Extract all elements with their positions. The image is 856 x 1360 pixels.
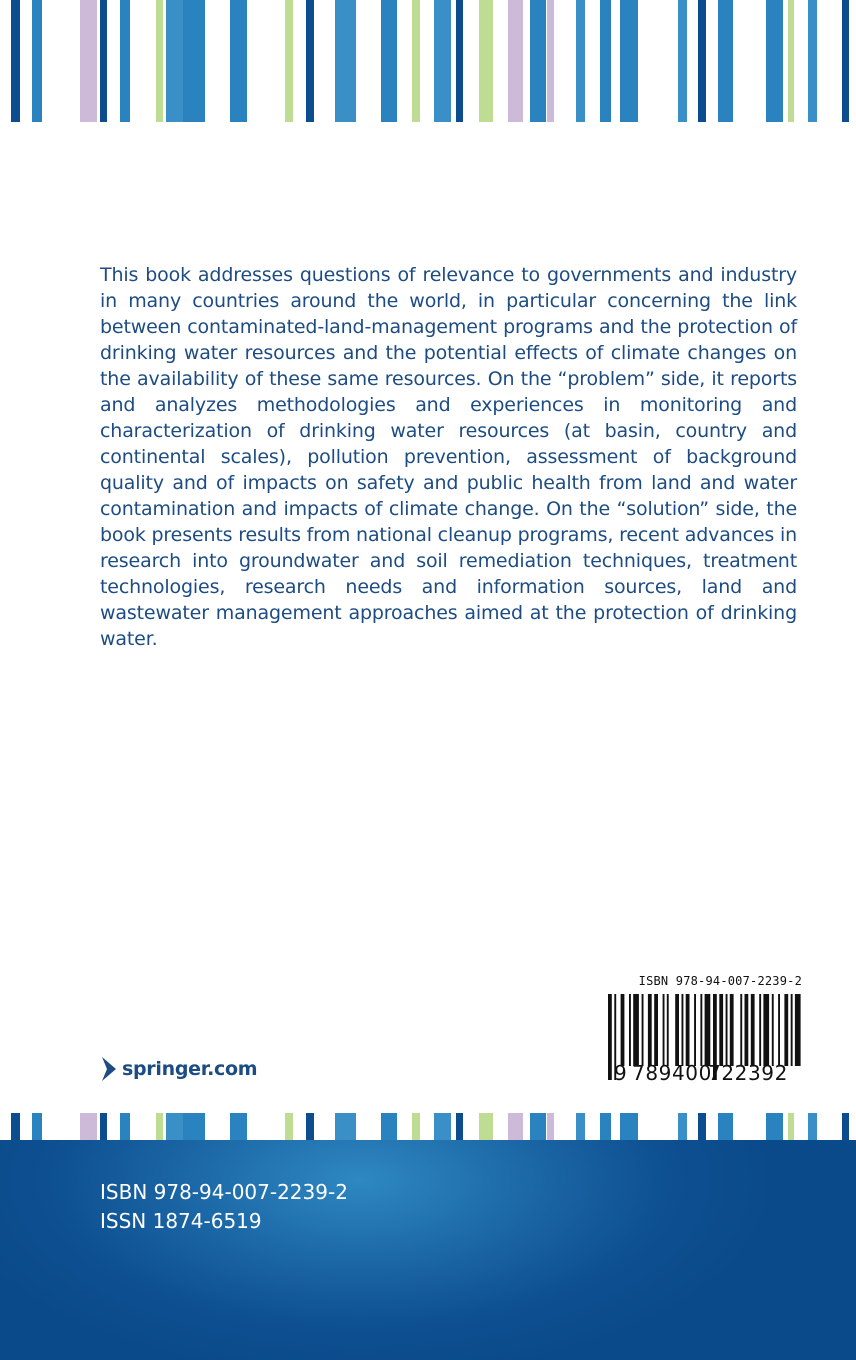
stripe xyxy=(32,0,42,122)
stripe xyxy=(718,0,733,122)
top-stripe-band xyxy=(0,0,856,122)
stripe xyxy=(600,0,611,122)
stripe xyxy=(412,1113,420,1140)
stripe xyxy=(166,1113,183,1140)
stripe xyxy=(530,1113,546,1140)
barcode-digit-first: 9 xyxy=(614,1061,627,1085)
stripe xyxy=(620,1113,638,1140)
barcode-bar xyxy=(791,994,793,1066)
chevron-right-icon xyxy=(100,1056,118,1082)
stripe xyxy=(230,1113,247,1140)
stripe xyxy=(166,0,183,122)
stripe xyxy=(479,1113,493,1140)
barcode-bar xyxy=(759,994,761,1066)
stripe xyxy=(456,1113,463,1140)
stripe xyxy=(698,1113,706,1140)
stripe xyxy=(788,0,794,122)
stripe xyxy=(718,1113,733,1140)
stripe xyxy=(788,1113,794,1140)
publisher-website[interactable]: springer.com xyxy=(122,1058,258,1080)
stripe xyxy=(678,1113,687,1140)
stripe xyxy=(11,1113,20,1140)
stripe xyxy=(120,0,130,122)
stripe xyxy=(156,1113,163,1140)
stripe xyxy=(620,0,638,122)
stripe xyxy=(306,1113,314,1140)
barcode-bar xyxy=(648,994,652,1066)
barcode-digits-left: 789400 xyxy=(632,1061,712,1085)
barcode-bar xyxy=(608,994,612,1080)
stripe xyxy=(381,0,397,122)
barcode-bar xyxy=(621,994,625,1066)
stripe xyxy=(80,1113,97,1140)
stripe xyxy=(230,0,247,122)
identifier-panel xyxy=(0,1140,856,1360)
stripe xyxy=(335,0,356,122)
stripe xyxy=(456,0,463,122)
stripe xyxy=(530,0,546,122)
stripe xyxy=(678,0,687,122)
barcode-isbn-label: ISBN 978-94-007-2239-2 xyxy=(638,974,802,988)
stripe xyxy=(479,0,493,122)
stripe xyxy=(508,0,523,122)
bottom-stripe-band xyxy=(0,1113,856,1140)
barcode-bar xyxy=(682,994,684,1066)
barcode-bar xyxy=(694,994,696,1066)
barcode-bar xyxy=(667,994,669,1066)
barcode-bar xyxy=(795,994,801,1066)
barcode-bar xyxy=(663,994,665,1066)
barcode-bar xyxy=(700,994,702,1066)
stripe xyxy=(285,0,293,122)
stripe xyxy=(547,0,554,122)
barcode-bar xyxy=(772,994,774,1066)
barcode-bar xyxy=(629,994,631,1066)
barcode-bar xyxy=(763,994,769,1066)
stripe xyxy=(508,1113,523,1140)
barcode-bar xyxy=(654,994,658,1066)
stripe xyxy=(100,0,107,122)
barcode-bar xyxy=(740,994,742,1066)
stripe xyxy=(808,1113,817,1140)
barcode xyxy=(604,994,806,1086)
stripe xyxy=(842,0,849,122)
barcode-digits-right: 722392 xyxy=(708,1061,788,1085)
barcode-bar xyxy=(751,994,755,1066)
barcode-bar xyxy=(726,994,728,1066)
stripe xyxy=(306,0,314,122)
stripe xyxy=(156,0,163,122)
barcode-bar xyxy=(686,994,690,1066)
stripe xyxy=(80,0,97,122)
stripe xyxy=(576,0,585,122)
barcode-bar xyxy=(719,994,723,1066)
stripe xyxy=(434,0,451,122)
stripe xyxy=(766,1113,783,1140)
stripe xyxy=(381,1113,397,1140)
isbn-number: ISBN 978-94-007-2239-2 xyxy=(100,1180,348,1204)
stripe xyxy=(766,0,783,122)
stripe xyxy=(434,1113,451,1140)
stripe xyxy=(698,0,706,122)
barcode-bar xyxy=(633,994,639,1066)
stripe xyxy=(412,0,420,122)
issn-number: ISSN 1874-6519 xyxy=(100,1209,262,1233)
barcode-bar xyxy=(745,994,749,1066)
stripe xyxy=(183,0,205,122)
stripe xyxy=(285,1113,293,1140)
publisher-link[interactable] xyxy=(100,1056,257,1082)
stripe xyxy=(600,1113,611,1140)
stripe xyxy=(547,1113,554,1140)
isbn-barcode-block xyxy=(600,974,806,1085)
barcode-bar xyxy=(675,994,679,1066)
barcode-bar xyxy=(705,994,711,1066)
stripe xyxy=(183,1113,205,1140)
barcode-bar xyxy=(642,994,644,1066)
stripe xyxy=(808,0,817,122)
stripe xyxy=(100,1113,107,1140)
stripe xyxy=(32,1113,42,1140)
barcode-bar xyxy=(784,994,788,1066)
stripe xyxy=(11,0,20,122)
stripe xyxy=(576,1113,585,1140)
book-description: This book addresses questions of relevance to governments and industry in many countries around the world, in particular concerning the link between contaminated-land-management programs and the protection of drinking water resources and the potential effects of climate changes on the availability of these same resources. On the “problem” side, it reports and analyzes methodologies and experiences in monitoring and characterization of drinking water resources (at basin, country and continental scales), pollution prevention, assessment of background quality and of impacts on safety and public health from land and water contamination and impacts of climate change. On the “solution” side, the book presents results from national cleanup programs, recent advances in research into groundwater and soil remediation techniques, treatment technologies, research needs and information sources, land and wastewater management approaches aimed at the protection of drinking water. xyxy=(100,264,797,650)
stripe xyxy=(335,1113,356,1140)
barcode-bar xyxy=(778,994,780,1066)
stripe xyxy=(120,1113,130,1140)
stripe xyxy=(842,1113,849,1140)
barcode-bar xyxy=(730,994,734,1066)
